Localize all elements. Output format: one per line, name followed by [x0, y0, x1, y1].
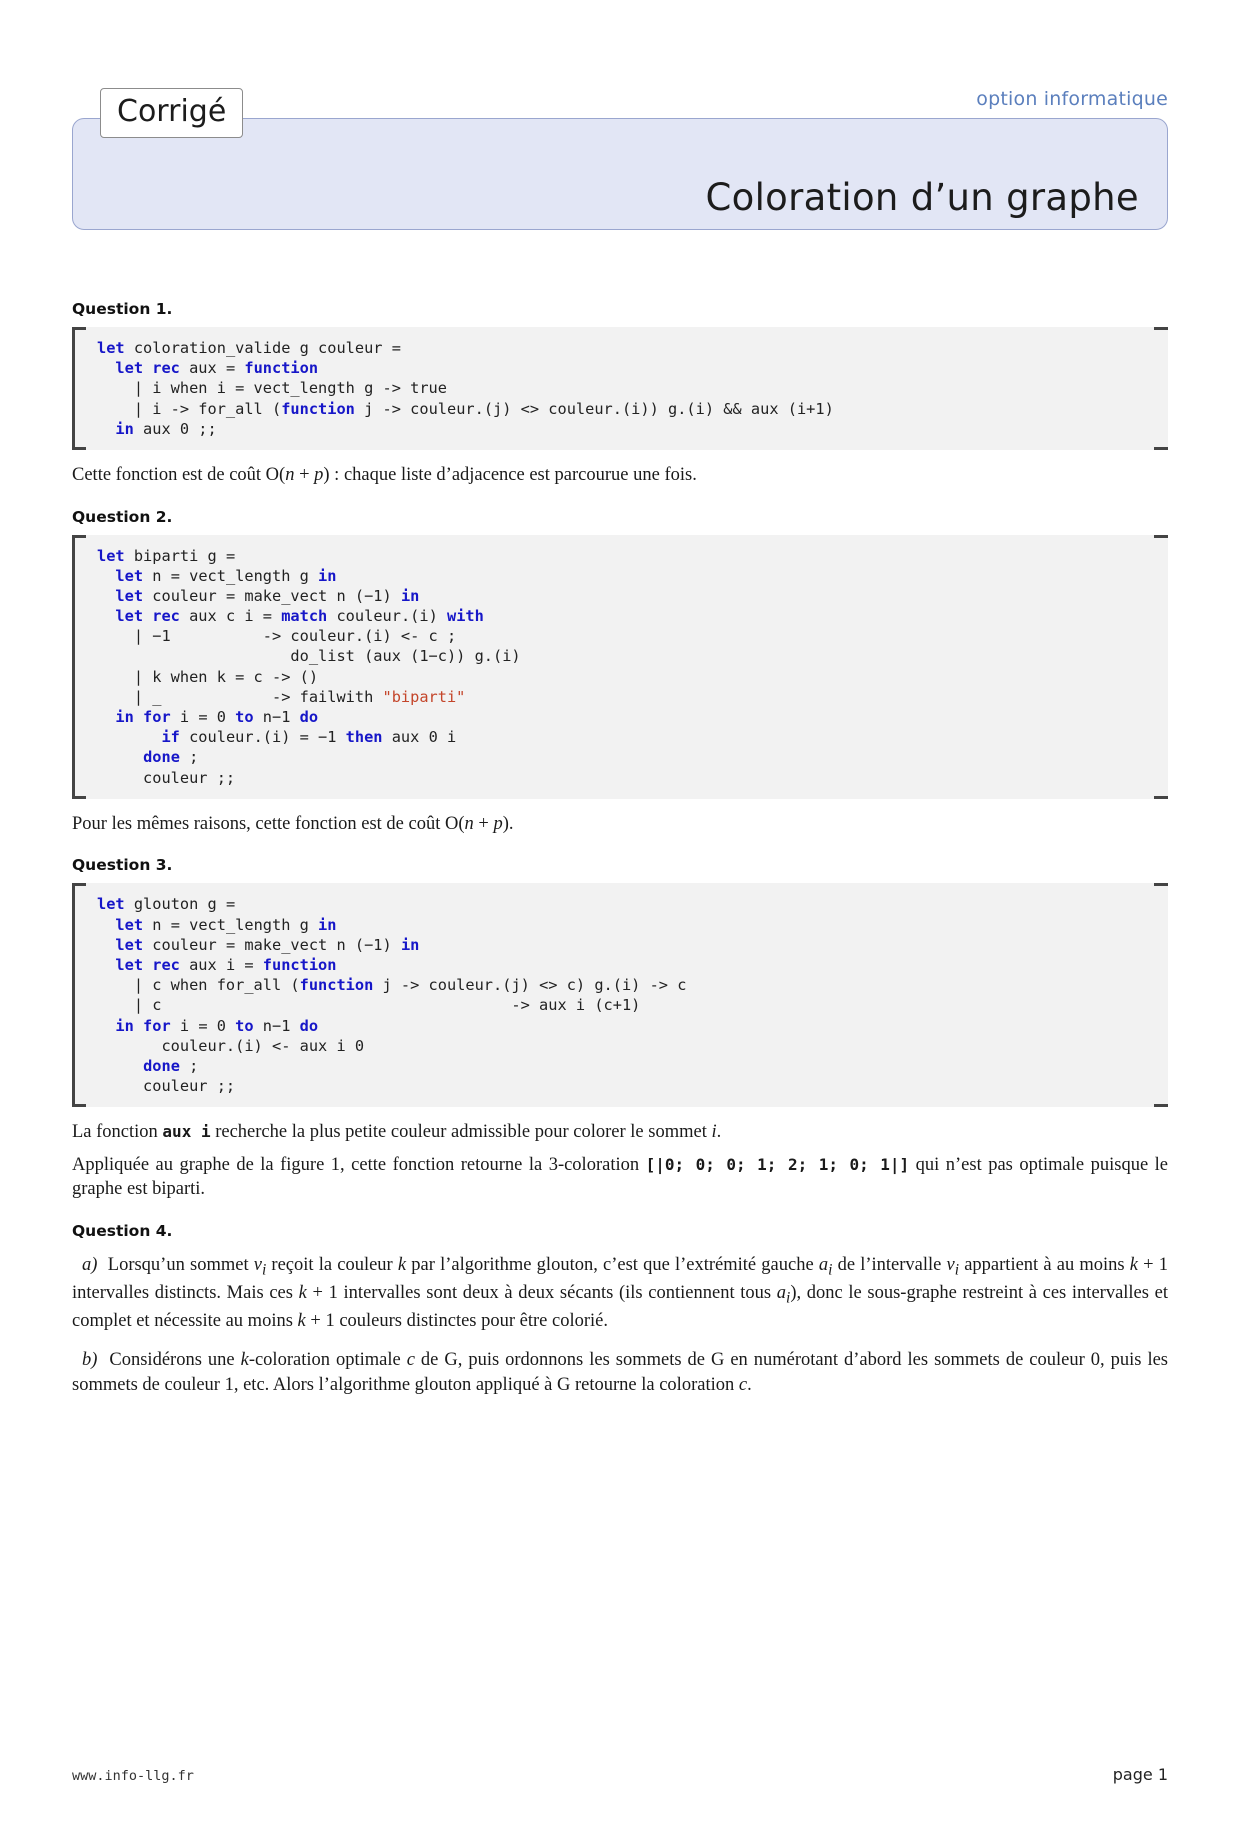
- question-3-heading: Question 3.: [72, 856, 173, 875]
- page: [0, 88, 1240, 1842]
- question-3-note-line1: La fonction aux i recherche la plus petite couleur admissible pour colorer le sommet i.: [72, 1122, 722, 1143]
- question-2-heading: Question 2.: [72, 507, 173, 526]
- page-footer: [72, 1765, 1168, 1784]
- question-4-heading: Question 4.: [72, 1222, 173, 1241]
- document-body: [72, 300, 1168, 1397]
- coloration-vector: [|0; 0; 0; 1; 2; 1; 0; 1|]: [645, 1154, 910, 1174]
- aux-i-inline: aux i: [162, 1122, 211, 1142]
- question-3-note-line2: Appliquée au graphe de la figure 1, cette fonction retourne la 3-coloration [|0; 0; 0; 1; 2; 1; 0; 1|] qui n’est pas optimale puisque le graphe est biparti.: [72, 1154, 1168, 1200]
- footer-site: www.info-llg.fr: [72, 1768, 194, 1784]
- question-1-heading: Question 1.: [72, 300, 173, 318]
- question-4-part-a: a) Lorsqu’un sommet $v_i$ reçoit la couleur k par l’algorithme glouton, c’est que l’extrémité gauche $a_i$ de l’intervalle $v_i$ appartient à au moins k + 1 intervalles distincts. Mais ces k + 1 intervalles sont deux à deux sécants (ils contiennent tous $a_i$), donc le sous-graphe restreint à ces intervalles et complet et nécessite au moins k + 1 couleurs distinctes pour être colorié.: [72, 1255, 1169, 1332]
- page-title: Coloration d’un graphe: [705, 176, 1139, 219]
- corrige-badge: Corrigé: [100, 88, 243, 138]
- question-1-note: Cette fonction est de coût O(n + p) : chaque liste d’adjacence est parcourue une fois.: [72, 464, 697, 485]
- question-2-note: Pour les mêmes raisons, cette fonction est de coût O(n + p).: [72, 813, 514, 834]
- code-block-2: let biparti g = let n = vect_length g in let couleur = make_vect n (−1) in let rec aux c i = match couleur.(i) with | −1 -> couleur.(i) <- c ; do_list (aux (1−c)) g.(i) | k when k = c -> () | _ -> failwith "biparti" in for i = 0 to n−1 do if couleur.(i) = −1 then aux 0 i done ; couleur ;;: [72, 535, 1168, 799]
- code-block-3: let glouton g = let n = vect_length g in let couleur = make_vect n (−1) in let rec aux i = function | c when for_all (function j -> couleur.(j) <> c) g.(i) -> c | c -> aux i (c+1) in for i = 0 to n−1 do couleur.(i) <- aux i 0 done ; couleur ;;: [72, 883, 1168, 1107]
- footer-page-number: page 1: [1112, 1765, 1168, 1784]
- option-label: option informatique: [976, 88, 1168, 110]
- document-header: [72, 88, 1168, 238]
- question-4-part-b: b) Considérons une k-coloration optimale c de G, puis ordonnons les sommets de G en numérotant d’abord les sommets de couleur 0, puis les sommets de couleur 1, etc. Alors l’algorithme glouton appliqué à G retourne la coloration c.: [72, 1350, 1168, 1395]
- code-block-1: let coloration_valide g couleur = let rec aux = function | i when i = vect_length g -> true | i -> for_all (function j -> couleur.(j) <> couleur.(i)) g.(i) && aux (i+1) in aux 0 ;;: [72, 327, 1168, 450]
